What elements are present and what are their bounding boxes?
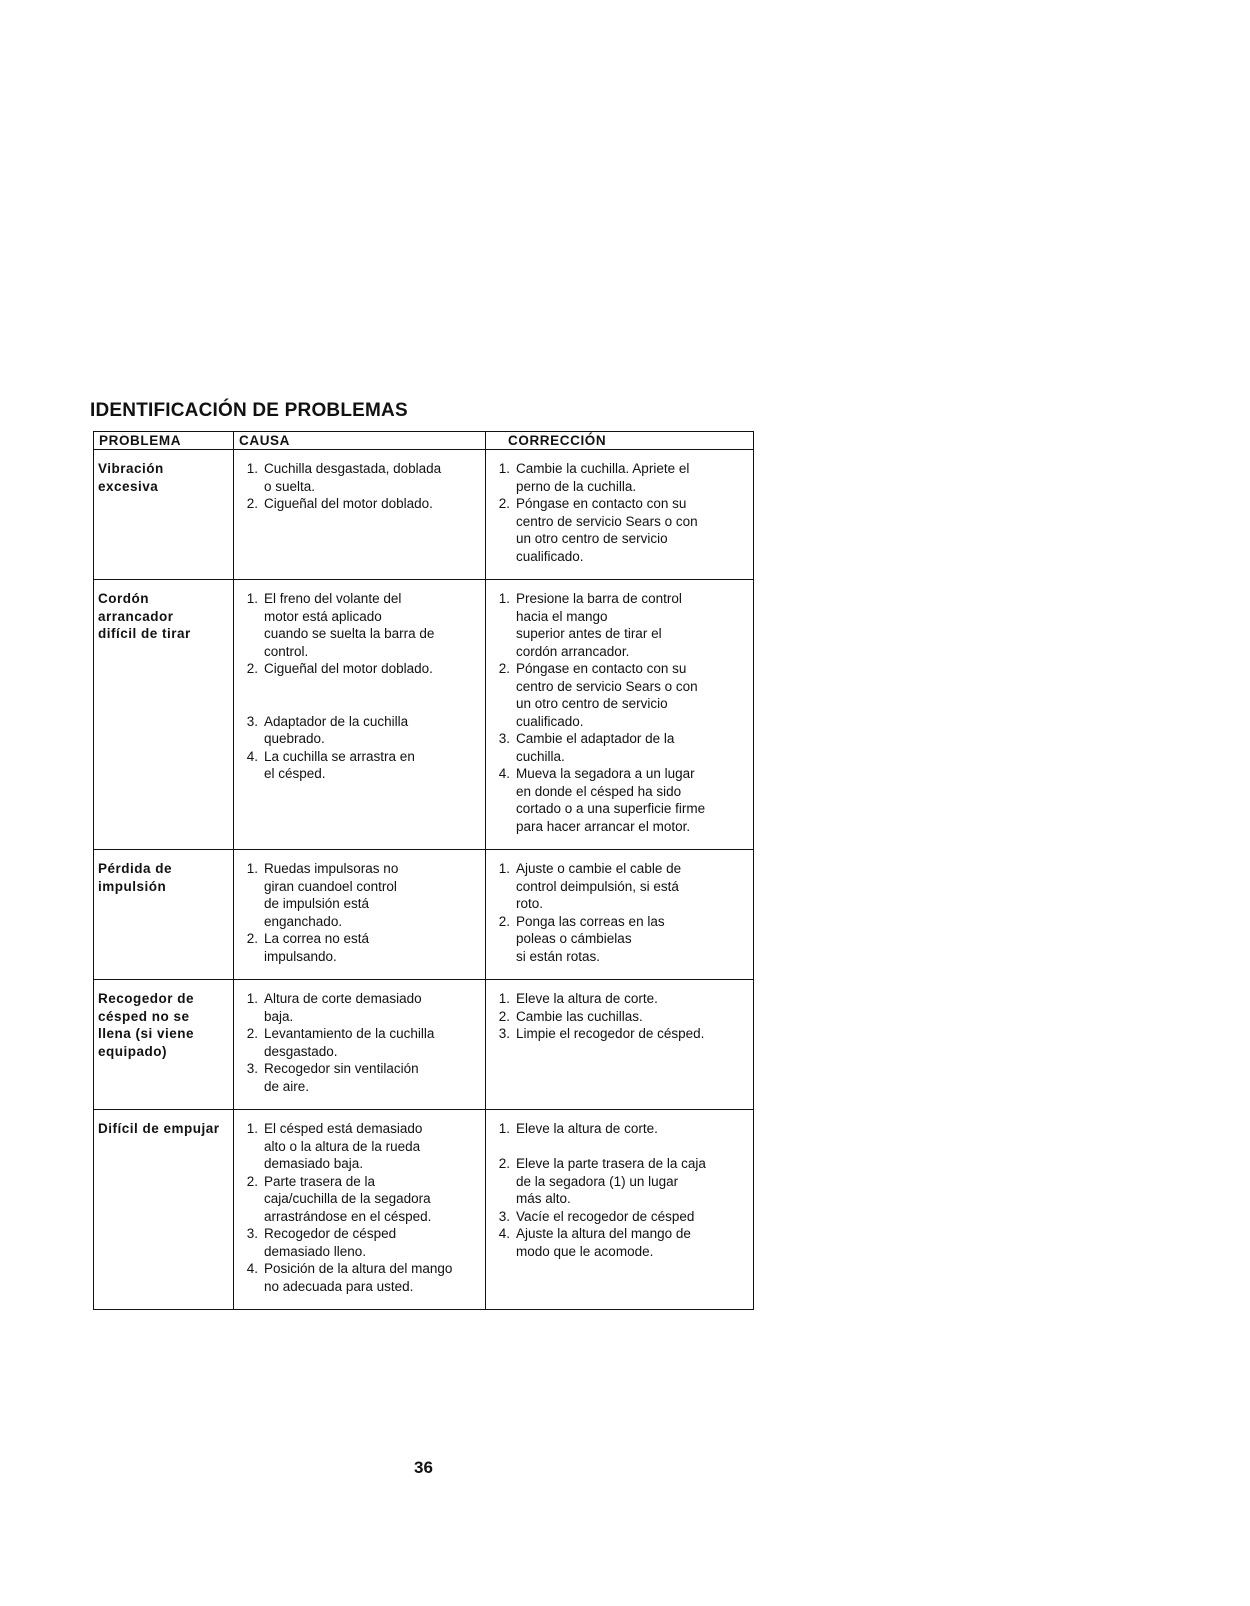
correction-cell <box>486 980 754 1110</box>
cause-item-text: Adaptador de la cuchilla quebrado. <box>264 713 409 746</box>
cause-item-text: La cuchilla se arrastra en el césped. <box>264 748 415 781</box>
cause-item-text: Cuchilla desgastada, doblada o suelta. <box>264 461 442 494</box>
correction-item <box>490 990 749 1008</box>
correction-item <box>490 590 749 660</box>
cause-item-text: Recogedor de césped demasiado lleno. <box>264 1226 397 1259</box>
cause-item-number: 1. <box>246 591 258 606</box>
cause-item-text: Cigueñal del motor doblado. <box>264 661 433 676</box>
correction-item <box>490 860 749 913</box>
cause-item-text: Parte trasera de la caja/cuchilla de la segadora arrastrándose en el césped. <box>264 1173 432 1224</box>
problem-label: Recogedor de césped no se llena (si viene equipado) <box>98 991 195 1059</box>
correction-item-text: Cambie el adaptador de la cuchilla. <box>516 731 675 764</box>
problem-cell <box>94 980 234 1110</box>
cause-item <box>238 1025 481 1060</box>
correction-item <box>490 495 749 565</box>
correction-item-number: 3. <box>498 1026 510 1041</box>
cause-cell <box>234 1110 486 1310</box>
correction-list <box>490 1120 749 1260</box>
correction-item-number: 3. <box>498 731 510 746</box>
correction-item-number: 1. <box>498 861 510 876</box>
correction-list <box>490 860 749 965</box>
correction-item-text: Mueva la segadora a un lugar en donde el césped ha sido cortado o a una superficie firme para hacer arrancar el motor. <box>516 766 706 834</box>
cause-item-number: 4. <box>246 748 258 764</box>
correction-item <box>490 765 749 835</box>
cause-list <box>238 1120 481 1295</box>
correction-item <box>490 1155 749 1208</box>
problem-cell <box>94 1110 234 1310</box>
cause-item-text: El freno del volante del motor está aplicado cuando se suelta la barra de control. <box>264 591 435 659</box>
cause-item-text: El césped está demasiado alto o la altura de la rueda demasiado baja. <box>264 1121 423 1171</box>
problem-label: Difícil de empujar <box>98 1121 220 1136</box>
correction-item <box>490 1008 749 1026</box>
cause-item <box>238 1173 481 1226</box>
cause-item <box>238 860 481 930</box>
correction-item-number: 1. <box>498 461 510 476</box>
table-row <box>94 980 754 1110</box>
cause-list <box>238 990 481 1095</box>
cause-item-number: 2. <box>246 1173 258 1189</box>
cause-item-text: Ruedas impulsoras no giran cuandoel control de impulsión está enganchado. <box>264 861 399 929</box>
correction-item-text: Vacíe el recogedor de césped <box>516 1208 695 1224</box>
correction-list <box>490 590 749 835</box>
cause-item-number: 2. <box>246 496 258 511</box>
cause-item <box>238 495 481 513</box>
cause-item-number: 4. <box>246 1261 258 1276</box>
correction-item-text: Eleve la altura de corte. <box>516 991 658 1006</box>
cause-cell <box>234 450 486 580</box>
correction-item-number: 2. <box>498 1156 510 1171</box>
correction-item-text: Póngase en contacto con su centro de servicio Sears o con un otro centro de servicio cualificado. <box>516 661 698 729</box>
table-header-row <box>94 432 754 450</box>
cause-item <box>238 660 481 713</box>
correction-item-number: 1. <box>498 991 510 1006</box>
header-cause: CAUSA <box>234 432 486 450</box>
cause-item-number: 2. <box>246 1026 258 1041</box>
problem-label: Vibración excesiva <box>98 461 164 494</box>
cause-item-number: 3. <box>246 1061 258 1076</box>
cause-item <box>238 1060 481 1095</box>
correction-list <box>490 460 749 565</box>
cause-item-number: 2. <box>246 931 258 946</box>
table-body <box>94 450 754 1310</box>
cause-item <box>238 1225 481 1260</box>
cause-item-number: 2. <box>246 661 258 676</box>
problem-label: Pérdida de impulsión <box>98 861 173 894</box>
correction-item-text: Ponga las correas en las poleas o cámbielas si están rotas. <box>516 913 665 964</box>
cause-item-number: 1. <box>246 861 258 876</box>
correction-item <box>490 1208 749 1226</box>
header-correction: CORRECCIÓN <box>486 432 754 450</box>
correction-item-number: 2. <box>498 1008 510 1024</box>
table-row <box>94 1110 754 1310</box>
cause-item <box>238 748 481 783</box>
table-row <box>94 580 754 850</box>
cause-item-number: 1. <box>246 461 258 476</box>
correction-item-number: 2. <box>498 496 510 511</box>
cause-item-text: Cigueñal del motor doblado. <box>264 496 433 511</box>
correction-list <box>490 990 749 1043</box>
correction-item-number: 4. <box>498 766 510 781</box>
cause-item-number: 1. <box>246 1121 258 1136</box>
correction-item-text: Eleve la parte trasera de la caja de la segadora (1) un lugar más alto. <box>516 1156 706 1206</box>
correction-cell <box>486 850 754 980</box>
correction-item <box>490 660 749 730</box>
correction-cell <box>486 580 754 850</box>
correction-item-text: Presione la barra de control hacia el mango superior antes de tirar el cordón arrancador. <box>516 591 682 659</box>
correction-item-number: 2. <box>498 661 510 676</box>
header-problem: PROBLEMA <box>94 432 234 450</box>
correction-item-number: 4. <box>498 1226 510 1241</box>
problem-cell <box>94 850 234 980</box>
correction-item-text: Ajuste o cambie el cable de control deimpulsión, si está roto. <box>516 861 682 911</box>
table-row <box>94 850 754 980</box>
cause-item <box>238 1260 481 1295</box>
cause-item <box>238 990 481 1025</box>
cause-cell <box>234 850 486 980</box>
cause-item <box>238 460 481 495</box>
table-row <box>94 450 754 580</box>
cause-item-text: Posición de la altura del mango no adecuada para usted. <box>264 1261 453 1294</box>
correction-item-text: Póngase en contacto con su centro de servicio Sears o con un otro centro de servicio cualificado. <box>516 496 698 564</box>
cause-item-text: La correa no está impulsando. <box>264 931 370 964</box>
cause-cell <box>234 580 486 850</box>
correction-item-number: 3. <box>498 1208 510 1224</box>
correction-cell <box>486 450 754 580</box>
cause-item <box>238 713 481 748</box>
correction-item <box>490 460 749 495</box>
cause-item-number: 3. <box>246 713 258 729</box>
correction-item-number: 1. <box>498 591 510 606</box>
correction-item-text: Eleve la altura de corte. <box>516 1121 658 1136</box>
problem-cell <box>94 450 234 580</box>
problem-label: Cordón arrancador difícil de tirar <box>98 591 191 641</box>
correction-cell <box>486 1110 754 1310</box>
cause-item <box>238 1120 481 1173</box>
cause-cell <box>234 980 486 1110</box>
correction-item <box>490 913 749 966</box>
cause-item-number: 1. <box>246 991 258 1006</box>
cause-item-text: Levantamiento de la cuchilla desgastado. <box>264 1026 435 1059</box>
correction-item-number: 1. <box>498 1121 510 1136</box>
correction-item-text: Limpie el recogedor de césped. <box>516 1026 705 1041</box>
cause-list <box>238 860 481 965</box>
troubleshooting-table <box>93 431 754 1310</box>
cause-item-text: Recogedor sin ventilación de aire. <box>264 1061 419 1094</box>
correction-item-number: 2. <box>498 913 510 929</box>
cause-list <box>238 590 481 783</box>
cause-item <box>238 590 481 660</box>
correction-item-text: Cambie la cuchilla. Apriete el perno de la cuchilla. <box>516 461 690 494</box>
page-number: 36 <box>414 1458 433 1477</box>
cause-item-number: 3. <box>246 1226 258 1241</box>
page-title: IDENTIFICACIÓN DE PROBLEMAS <box>90 400 408 421</box>
correction-item-text: Ajuste la altura del mango de modo que le acomode. <box>516 1226 691 1259</box>
correction-item <box>490 730 749 765</box>
cause-item-text: Altura de corte demasiado baja. <box>264 991 422 1024</box>
cause-item <box>238 930 481 965</box>
correction-item <box>490 1225 749 1260</box>
correction-item <box>490 1120 749 1155</box>
cause-list <box>238 460 481 513</box>
correction-item-text: Cambie las cuchillas. <box>516 1008 643 1024</box>
problem-cell <box>94 580 234 850</box>
correction-item <box>490 1025 749 1043</box>
